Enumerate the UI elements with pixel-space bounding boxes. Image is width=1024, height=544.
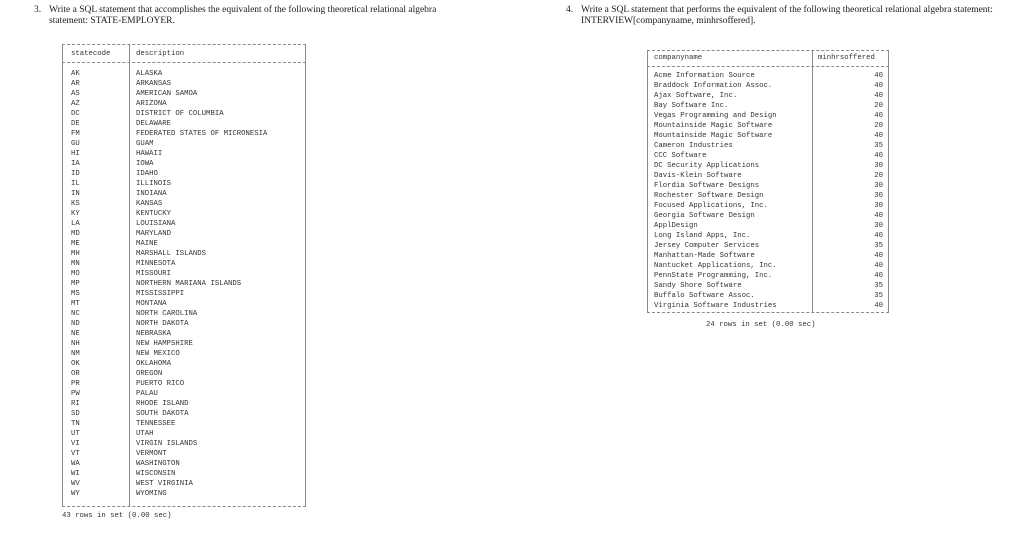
table-row (62, 119, 306, 129)
cell-minhrsoffered: 40 (874, 212, 883, 220)
table-row (62, 149, 306, 159)
cell-companyname: Jersey Computer Services (654, 242, 760, 250)
cell-statecode: ND (71, 320, 80, 328)
cell-description: IOWA (136, 160, 154, 168)
table-row (62, 359, 306, 369)
table-row (62, 459, 306, 469)
cell-description: OKLAHOMA (136, 360, 172, 368)
table-row (647, 221, 889, 231)
cell-companyname: Manhattan-Made Software (654, 252, 755, 260)
cell-statecode: MN (71, 260, 80, 268)
cell-statecode: VI (71, 440, 80, 448)
cell-minhrsoffered: 40 (874, 272, 883, 280)
cell-description: SOUTH DAKOTA (136, 410, 189, 418)
cell-description: WISCONSIN (136, 470, 176, 478)
cell-companyname: Bay Software Inc. (654, 102, 729, 110)
table-row (62, 289, 306, 299)
cell-companyname: Buffalo Software Assoc. (654, 292, 755, 300)
cell-statecode: PR (71, 380, 80, 388)
cell-description: MISSOURI (136, 270, 172, 278)
table-row (647, 261, 889, 271)
cell-minhrsoffered: 30 (874, 222, 883, 230)
cell-statecode: NE (71, 330, 80, 338)
cell-description: INDIANA (136, 190, 167, 198)
table-row (62, 159, 306, 169)
cell-description: MAINE (136, 240, 158, 248)
cell-minhrsoffered: 40 (874, 82, 883, 90)
cell-statecode: AS (71, 90, 80, 98)
table-row (647, 161, 889, 171)
table-row (647, 141, 889, 151)
cell-description: VERMONT (136, 450, 167, 458)
cell-companyname: Rochester Software Design (654, 192, 764, 200)
cell-statecode: NH (71, 340, 80, 348)
table-row (62, 439, 306, 449)
table-row (62, 219, 306, 229)
cell-companyname: Long Island Apps, Inc. (654, 232, 751, 240)
table-row (62, 259, 306, 269)
cell-statecode: NM (71, 350, 80, 358)
table-row (62, 89, 306, 99)
table-row (62, 299, 306, 309)
cell-minhrsoffered: 40 (874, 92, 883, 100)
question-4-text: Write a SQL statement that performs the equivalent of the following theoretical relational algebra statement: INTERVIEW[companyname, minhrsoffered]. (581, 5, 993, 26)
table-row (62, 479, 306, 489)
table-row (62, 239, 306, 249)
cell-companyname: Ajax Software, Inc. (654, 92, 738, 100)
cell-statecode: NC (71, 310, 80, 318)
question-3 (34, 5, 474, 27)
cell-statecode: MP (71, 280, 80, 288)
cell-description: IDAHO (136, 170, 158, 178)
cell-description: WEST VIRGINIA (136, 480, 193, 488)
table-row (62, 199, 306, 209)
cell-minhrsoffered: 35 (874, 142, 883, 150)
cell-companyname: Vegas Programming and Design (654, 112, 777, 120)
table-row (62, 489, 306, 499)
column-header-minhrsoffered: minhrsoffered (818, 54, 875, 62)
table-row (647, 211, 889, 221)
table-row (647, 241, 889, 251)
table-row (647, 131, 889, 141)
question-3-text: Write a SQL statement that accomplishes the equivalent of the following theoretical relational algebra statement: STATE-EMPLOYER. (49, 5, 437, 26)
interview-table (647, 50, 889, 314)
cell-statecode: HI (71, 150, 80, 158)
table-header-divider (62, 62, 306, 63)
question-4 (566, 5, 1006, 27)
table-row (62, 139, 306, 149)
table-row (62, 209, 306, 219)
cell-statecode: LA (71, 220, 80, 228)
table-row (62, 319, 306, 329)
table-row (62, 129, 306, 139)
cell-description: OREGON (136, 370, 163, 378)
table-row (62, 409, 306, 419)
cell-description: DISTRICT OF COLUMBIA (136, 110, 224, 118)
column-header-description: description (136, 50, 185, 58)
table-row (62, 419, 306, 429)
cell-description: ARIZONA (136, 100, 167, 108)
cell-statecode: ID (71, 170, 80, 178)
cell-description: NORTH CAROLINA (136, 310, 198, 318)
cell-companyname: PennState Programming, Inc. (654, 272, 773, 280)
cell-companyname: Cameron Industries (654, 142, 733, 150)
cell-companyname: Nantucket Applications, Inc. (654, 262, 777, 270)
cell-companyname: Sandy Shore Software (654, 282, 742, 290)
cell-statecode: WI (71, 470, 80, 478)
cell-minhrsoffered: 20 (874, 172, 883, 180)
cell-minhrsoffered: 30 (874, 182, 883, 190)
cell-statecode: IA (71, 160, 80, 168)
table-row (647, 231, 889, 241)
column-header-companyname: companyname (654, 54, 703, 62)
table-header-row (647, 53, 889, 63)
table-row (62, 329, 306, 339)
cell-companyname: Focused Applications, Inc. (654, 202, 768, 210)
table-row (62, 389, 306, 399)
cell-description: NORTH DAKOTA (136, 320, 189, 328)
cell-minhrsoffered: 40 (874, 262, 883, 270)
table-row (647, 91, 889, 101)
cell-statecode: KY (71, 210, 80, 218)
cell-statecode: MS (71, 290, 80, 298)
cell-statecode: MO (71, 270, 80, 278)
cell-statecode: FM (71, 130, 80, 138)
state-table (62, 44, 306, 514)
table-row (62, 469, 306, 479)
cell-statecode: KS (71, 200, 80, 208)
cell-statecode: DE (71, 120, 80, 128)
table-row (647, 251, 889, 261)
table-row (62, 429, 306, 439)
cell-description: MONTANA (136, 300, 167, 308)
table-row (647, 301, 889, 311)
cell-statecode: DC (71, 110, 80, 118)
question-4-number: 4. (566, 5, 574, 15)
cell-statecode: UT (71, 430, 80, 438)
table-border-top (62, 44, 306, 45)
cell-minhrsoffered: 40 (874, 152, 883, 160)
cell-companyname: Davis-Klein Software (654, 172, 742, 180)
cell-statecode: IN (71, 190, 80, 198)
interview-table-footer: 24 rows in set (0.00 sec) (706, 321, 816, 329)
cell-statecode: AK (71, 70, 80, 78)
table-header-row (62, 49, 306, 59)
table-row (62, 369, 306, 379)
table-row (647, 71, 889, 81)
cell-description: MARYLAND (136, 230, 172, 238)
table-row (62, 109, 306, 119)
cell-description: ALASKA (136, 70, 163, 78)
table-row (647, 151, 889, 161)
cell-minhrsoffered: 40 (874, 252, 883, 260)
cell-statecode: AZ (71, 100, 80, 108)
cell-statecode: WY (71, 490, 80, 498)
table-row (62, 279, 306, 289)
cell-minhrsoffered: 20 (874, 122, 883, 130)
cell-statecode: AR (71, 80, 80, 88)
table-row (647, 281, 889, 291)
cell-statecode: WV (71, 480, 80, 488)
cell-companyname: Braddock Information Assoc. (654, 82, 773, 90)
table-row (647, 181, 889, 191)
cell-description: FEDERATED STATES OF MICRONESIA (136, 130, 268, 138)
cell-minhrsoffered: 20 (874, 102, 883, 110)
cell-description: TENNESSEE (136, 420, 176, 428)
cell-description: AMERICAN SAMOA (136, 90, 198, 98)
table-row (647, 121, 889, 131)
cell-description: MARSHALL ISLANDS (136, 250, 207, 258)
column-header-statecode: statecode (71, 50, 111, 58)
cell-statecode: GU (71, 140, 80, 148)
cell-description: VIRGIN ISLANDS (136, 440, 198, 448)
cell-minhrsoffered: 40 (874, 72, 883, 80)
cell-minhrsoffered: 40 (874, 132, 883, 140)
table-row (62, 99, 306, 109)
cell-description: HAWAII (136, 150, 163, 158)
cell-statecode: SD (71, 410, 80, 418)
table-row (647, 111, 889, 121)
cell-statecode: VT (71, 450, 80, 458)
cell-companyname: ApplDesign (654, 222, 698, 230)
cell-statecode: PW (71, 390, 80, 398)
cell-companyname: Georgia Software Design (654, 212, 755, 220)
cell-description: DELAWARE (136, 120, 172, 128)
cell-statecode: WA (71, 460, 80, 468)
cell-description: MISSISSIPPI (136, 290, 185, 298)
table-border-bottom (62, 506, 306, 507)
table-row (62, 69, 306, 79)
table-row (62, 399, 306, 409)
cell-minhrsoffered: 35 (874, 242, 883, 250)
cell-description: UTAH (136, 430, 154, 438)
table-row (647, 271, 889, 281)
table-row (62, 189, 306, 199)
cell-description: PALAU (136, 390, 158, 398)
cell-minhrsoffered: 40 (874, 302, 883, 310)
question-3-number: 3. (34, 5, 42, 15)
cell-minhrsoffered: 30 (874, 192, 883, 200)
cell-statecode: ME (71, 240, 80, 248)
state-table-footer: 43 rows in set (0.00 sec) (62, 512, 172, 520)
cell-companyname: CCC Software (654, 152, 707, 160)
cell-minhrsoffered: 35 (874, 282, 883, 290)
cell-description: NEBRASKA (136, 330, 172, 338)
table-row (647, 291, 889, 301)
cell-minhrsoffered: 40 (874, 112, 883, 120)
table-row (647, 171, 889, 181)
cell-description: WASHINGTON (136, 460, 180, 468)
cell-companyname: Virginia Software Industries (654, 302, 777, 310)
table-row (647, 101, 889, 111)
cell-companyname: Mountainside Magic Software (654, 122, 773, 130)
table-row (62, 309, 306, 319)
cell-description: LOUISIANA (136, 220, 176, 228)
cell-description: NORTHERN MARIANA ISLANDS (136, 280, 242, 288)
table-row (647, 201, 889, 211)
table-border-top (647, 50, 889, 51)
cell-description: NEW HAMPSHIRE (136, 340, 193, 348)
cell-description: PUERTO RICO (136, 380, 185, 388)
cell-companyname: Mountainside Magic Software (654, 132, 773, 140)
cell-companyname: Flordia Software Designs (654, 182, 760, 190)
cell-minhrsoffered: 35 (874, 292, 883, 300)
cell-statecode: OR (71, 370, 80, 378)
cell-companyname: Acme Information Source (654, 72, 755, 80)
cell-description: RHODE ISLAND (136, 400, 189, 408)
cell-statecode: OK (71, 360, 80, 368)
cell-companyname: DC Security Applications (654, 162, 760, 170)
table-row (62, 179, 306, 189)
cell-statecode: MT (71, 300, 80, 308)
table-row (62, 449, 306, 459)
cell-minhrsoffered: 30 (874, 162, 883, 170)
cell-description: KANSAS (136, 200, 163, 208)
table-row (62, 169, 306, 179)
cell-description: KENTUCKY (136, 210, 172, 218)
table-row (62, 349, 306, 359)
cell-statecode: MD (71, 230, 80, 238)
table-row (62, 379, 306, 389)
cell-description: NEW MEXICO (136, 350, 180, 358)
table-row (647, 81, 889, 91)
cell-minhrsoffered: 30 (874, 202, 883, 210)
cell-description: ILLINOIS (136, 180, 172, 188)
table-border-bottom (647, 312, 889, 313)
table-row (62, 79, 306, 89)
cell-description: GUAM (136, 140, 154, 148)
cell-description: MINNESOTA (136, 260, 176, 268)
table-header-divider (647, 66, 889, 67)
table-row (62, 229, 306, 239)
cell-statecode: MH (71, 250, 80, 258)
cell-description: WYOMING (136, 490, 167, 498)
table-row (62, 339, 306, 349)
cell-statecode: RI (71, 400, 80, 408)
cell-statecode: IL (71, 180, 80, 188)
cell-statecode: TN (71, 420, 80, 428)
cell-minhrsoffered: 40 (874, 232, 883, 240)
table-row (62, 249, 306, 259)
table-row (647, 191, 889, 201)
cell-description: ARKANSAS (136, 80, 172, 88)
table-row (62, 269, 306, 279)
